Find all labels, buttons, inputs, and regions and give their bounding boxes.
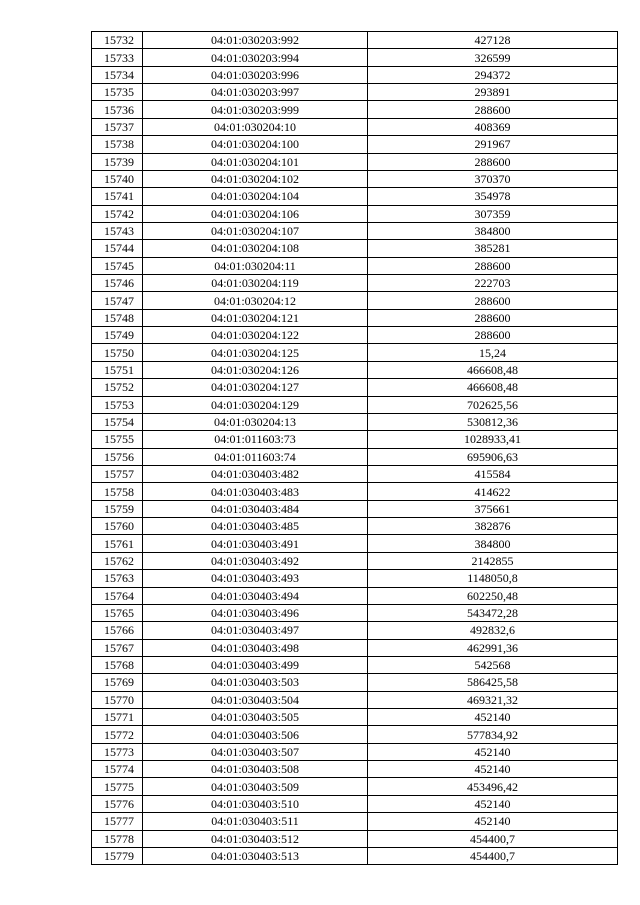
cadastral-value-cell: 543472,28 [368,604,618,621]
cadastral-value-cell: 530812,36 [368,413,618,430]
cadastral-number-cell: 04:01:030403:511 [143,813,368,830]
cadastral-number-cell: 04:01:030403:503 [143,674,368,691]
table-row [92,656,618,673]
table-row [92,413,618,430]
row-number-cell: 15772 [92,726,143,743]
cadastral-number-cell: 04:01:030403:492 [143,552,368,569]
cadastral-value-cell: 462991,36 [368,639,618,656]
row-number-cell: 15771 [92,709,143,726]
row-number-cell: 15755 [92,431,143,448]
table-row [92,639,618,656]
cadastral-number-cell: 04:01:030204:11 [143,257,368,274]
table-body [92,32,618,865]
cadastral-number-cell: 04:01:030403:485 [143,518,368,535]
row-number-cell: 15745 [92,257,143,274]
table-row [92,275,618,292]
row-number-cell: 15746 [92,275,143,292]
cadastral-number-cell: 04:01:030403:482 [143,465,368,482]
table-row [92,830,618,847]
table-row [92,257,618,274]
cadastral-number-cell: 04:01:030403:484 [143,500,368,517]
cadastral-number-cell: 04:01:030203:996 [143,66,368,83]
table-row [92,118,618,135]
cadastral-value-cell: 542568 [368,656,618,673]
row-number-cell: 15739 [92,153,143,170]
cadastral-value-cell: 469321,32 [368,691,618,708]
table-row [92,66,618,83]
cadastral-number-cell: 04:01:030204:100 [143,136,368,153]
table-row [92,570,618,587]
cadastral-number-cell: 04:01:030204:107 [143,222,368,239]
row-number-cell: 15758 [92,483,143,500]
table-row [92,49,618,66]
cadastral-number-cell: 04:01:030403:496 [143,604,368,621]
cadastral-value-cell: 291967 [368,136,618,153]
row-number-cell: 15759 [92,500,143,517]
row-number-cell: 15773 [92,743,143,760]
table-row [92,344,618,361]
table-row [92,396,618,413]
cadastral-value-cell: 288600 [368,153,618,170]
cadastral-value-cell: 454400,7 [368,830,618,847]
table-row [92,604,618,621]
row-number-cell: 15750 [92,344,143,361]
row-number-cell: 15766 [92,622,143,639]
cadastral-value-cell: 370370 [368,170,618,187]
table-row [92,518,618,535]
cadastral-number-cell: 04:01:011603:74 [143,448,368,465]
cadastral-value-cell: 452140 [368,813,618,830]
row-number-cell: 15736 [92,101,143,118]
cadastral-value-cell: 326599 [368,49,618,66]
cadastral-number-cell: 04:01:030204:126 [143,361,368,378]
row-number-cell: 15756 [92,448,143,465]
row-number-cell: 15744 [92,240,143,257]
cadastral-number-cell: 04:01:030403:506 [143,726,368,743]
cadastral-number-cell: 04:01:030403:493 [143,570,368,587]
table-row [92,587,618,604]
cadastral-value-cell: 354978 [368,188,618,205]
row-number-cell: 15760 [92,518,143,535]
row-number-cell: 15749 [92,327,143,344]
cadastral-number-cell: 04:01:030403:494 [143,587,368,604]
cadastral-value-cell: 408369 [368,118,618,135]
cadastral-value-cell: 2142855 [368,552,618,569]
cadastral-value-cell: 695906,63 [368,448,618,465]
cadastral-number-cell: 04:01:030204:12 [143,292,368,309]
cadastral-number-cell: 04:01:030204:13 [143,413,368,430]
cadastral-number-cell: 04:01:030204:108 [143,240,368,257]
cadastral-number-cell: 04:01:030403:504 [143,691,368,708]
cadastral-number-cell: 04:01:030204:101 [143,153,368,170]
table-row [92,240,618,257]
table-row [92,795,618,812]
cadastral-value-cell: 382876 [368,518,618,535]
cadastral-value-cell: 1028933,41 [368,431,618,448]
cadastral-value-cell: 427128 [368,32,618,49]
cadastral-value-cell: 288600 [368,257,618,274]
cadastral-value-cell: 577834,92 [368,726,618,743]
cadastral-value-cell: 414622 [368,483,618,500]
table-row [92,32,618,49]
cadastral-value-cell: 466608,48 [368,379,618,396]
cadastral-number-cell: 04:01:030403:491 [143,535,368,552]
table-row [92,500,618,517]
cadastral-number-cell: 04:01:030204:121 [143,309,368,326]
cadastral-number-cell: 04:01:030403:513 [143,847,368,864]
cadastral-number-cell: 04:01:030204:119 [143,275,368,292]
table-row [92,379,618,396]
table-row [92,292,618,309]
cadastral-number-cell: 04:01:030203:999 [143,101,368,118]
table-row [92,361,618,378]
cadastral-number-cell: 04:01:030204:104 [143,188,368,205]
row-number-cell: 15776 [92,795,143,812]
cadastral-number-cell: 04:01:030204:125 [143,344,368,361]
cadastral-number-cell: 04:01:030403:498 [143,639,368,656]
cadastral-number-cell: 04:01:030403:505 [143,709,368,726]
cadastral-number-cell: 04:01:030403:497 [143,622,368,639]
row-number-cell: 15763 [92,570,143,587]
cadastral-value-cell: 702625,56 [368,396,618,413]
cadastral-number-cell: 04:01:030204:129 [143,396,368,413]
table-row [92,778,618,795]
cadastral-number-cell: 04:01:030204:10 [143,118,368,135]
cadastral-number-cell: 04:01:030403:510 [143,795,368,812]
row-number-cell: 15775 [92,778,143,795]
cadastral-value-cell: 307359 [368,205,618,222]
cadastral-value-cell: 453496,42 [368,778,618,795]
cadastral-value-cell: 452140 [368,761,618,778]
row-number-cell: 15754 [92,413,143,430]
cadastral-value-cell: 385281 [368,240,618,257]
table-row [92,136,618,153]
cadastral-value-cell: 293891 [368,84,618,101]
row-number-cell: 15740 [92,170,143,187]
cadastral-number-cell: 04:01:030203:994 [143,49,368,66]
row-number-cell: 15741 [92,188,143,205]
row-number-cell: 15769 [92,674,143,691]
row-number-cell: 15779 [92,847,143,864]
row-number-cell: 15747 [92,292,143,309]
cadastral-value-cell: 294372 [368,66,618,83]
table-row [92,674,618,691]
row-number-cell: 15748 [92,309,143,326]
cadastral-value-cell: 415584 [368,465,618,482]
cadastral-number-cell: 04:01:030204:122 [143,327,368,344]
cadastral-number-cell: 04:01:030203:992 [143,32,368,49]
cadastral-value-cell: 288600 [368,101,618,118]
table-row [92,709,618,726]
row-number-cell: 15735 [92,84,143,101]
table-row [92,847,618,864]
cadastral-number-cell: 04:01:030403:483 [143,483,368,500]
table-row [92,483,618,500]
table-row [92,309,618,326]
table-row [92,622,618,639]
row-number-cell: 15778 [92,830,143,847]
row-number-cell: 15765 [92,604,143,621]
cadastral-value-cell: 15,24 [368,344,618,361]
row-number-cell: 15777 [92,813,143,830]
row-number-cell: 15742 [92,205,143,222]
cadastral-number-cell: 04:01:030403:499 [143,656,368,673]
cadastral-value-cell: 288600 [368,309,618,326]
cadastral-number-cell: 04:01:011603:73 [143,431,368,448]
row-number-cell: 15734 [92,66,143,83]
cadastral-value-cell: 492832,6 [368,622,618,639]
cadastral-value-cell: 454400,7 [368,847,618,864]
table-row [92,813,618,830]
cadastral-value-cell: 1148050,8 [368,570,618,587]
row-number-cell: 15733 [92,49,143,66]
table-row [92,222,618,239]
cadastral-value-cell: 288600 [368,327,618,344]
cadastral-number-cell: 04:01:030204:127 [143,379,368,396]
row-number-cell: 15770 [92,691,143,708]
table-row [92,726,618,743]
row-number-cell: 15762 [92,552,143,569]
cadastral-value-cell: 384800 [368,222,618,239]
row-number-cell: 15752 [92,379,143,396]
table-row [92,101,618,118]
cadastral-number-cell: 04:01:030204:102 [143,170,368,187]
row-number-cell: 15764 [92,587,143,604]
table-row [92,743,618,760]
row-number-cell: 15753 [92,396,143,413]
row-number-cell: 15757 [92,465,143,482]
cadastral-number-cell: 04:01:030204:106 [143,205,368,222]
table-row [92,691,618,708]
cadastral-number-cell: 04:01:030403:509 [143,778,368,795]
table-row [92,552,618,569]
table-row [92,535,618,552]
table-row [92,170,618,187]
row-number-cell: 15737 [92,118,143,135]
cadastral-value-cell: 222703 [368,275,618,292]
cadastral-value-table [91,31,618,865]
row-number-cell: 15732 [92,32,143,49]
cadastral-number-cell: 04:01:030203:997 [143,84,368,101]
row-number-cell: 15751 [92,361,143,378]
row-number-cell: 15774 [92,761,143,778]
table-row [92,84,618,101]
cadastral-value-cell: 452140 [368,743,618,760]
row-number-cell: 15738 [92,136,143,153]
table-row [92,153,618,170]
cadastral-value-cell: 602250,48 [368,587,618,604]
cadastral-value-cell: 375661 [368,500,618,517]
cadastral-value-cell: 384800 [368,535,618,552]
table-row [92,761,618,778]
cadastral-value-cell: 466608,48 [368,361,618,378]
row-number-cell: 15768 [92,656,143,673]
cadastral-number-cell: 04:01:030403:508 [143,761,368,778]
row-number-cell: 15761 [92,535,143,552]
table-row [92,188,618,205]
cadastral-value-cell: 288600 [368,292,618,309]
row-number-cell: 15743 [92,222,143,239]
table-row [92,431,618,448]
cadastral-value-cell: 586425,58 [368,674,618,691]
table-row [92,448,618,465]
cadastral-value-cell: 452140 [368,709,618,726]
cadastral-number-cell: 04:01:030403:512 [143,830,368,847]
table-row [92,205,618,222]
cadastral-value-cell: 452140 [368,795,618,812]
row-number-cell: 15767 [92,639,143,656]
table-row [92,327,618,344]
table-row [92,465,618,482]
cadastral-number-cell: 04:01:030403:507 [143,743,368,760]
